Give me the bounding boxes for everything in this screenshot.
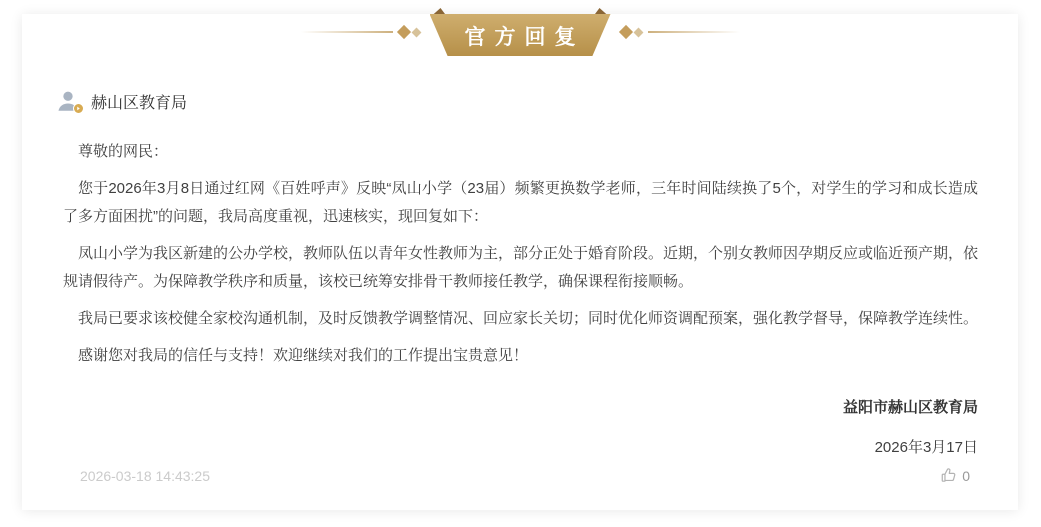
diamond-icon (618, 25, 632, 39)
reply-signature-date: 2026年3月17日 (874, 439, 978, 456)
banner-left-line (301, 31, 393, 33)
banner-ribbon (430, 8, 611, 56)
reply-signature: 益阳市赫山区教育局 (842, 399, 978, 416)
reply-paragraph: 凤山小学为我区新建的公办学校，教师队伍以青年女性教师为主，部分正处于婚育阶段。近期，个别女教师因孕期反应或临近预产期，依规请假待产。为保障教学秩序和质量，该校已统筹安排骨干教师接任教学，确保课程衔接顺畅。 (63, 245, 979, 290)
diamond-icon (633, 27, 643, 37)
author-row (55, 88, 978, 114)
official-reply-banner (22, 7, 1018, 57)
diamond-icon (411, 27, 421, 37)
reply-timestamp: 2026-03-18 14:43:25 (80, 467, 210, 484)
banner-left-decoration (301, 27, 426, 37)
like-button[interactable] (940, 467, 970, 484)
official-reply-card (22, 14, 1018, 510)
gold-badge-icon (73, 103, 84, 114)
reply-paragraph: 我局已要求该校健全家校沟通机制，及时反馈教学调整情况、回应家长关切；同时优化师资调配预案，强化教学督导，保障教学连续性。 (78, 310, 979, 327)
reply-body (22, 88, 1018, 462)
user-avatar-icon (55, 88, 81, 114)
banner-title: 官方回复 (464, 23, 585, 49)
reply-paragraphs (63, 175, 978, 370)
reply-paragraph: 您于2026年3月8日通过红网《百姓呼声》反映“凤山小学（23届）频繁更换数学老师，三年时间陆续换了5个，对学生的学习和成长造成了多方面困扰”的问题，我局高度重视，迅速核实，现回复如下： (63, 180, 978, 225)
diamond-icon (396, 25, 410, 39)
like-count: 0 (962, 467, 970, 484)
thumbs-up-icon (940, 467, 957, 484)
banner-right-line (648, 31, 740, 33)
reply-footer (80, 467, 970, 484)
reply-paragraph: 感谢您对我局的信任与支持！欢迎继续对我们的工作提出宝贵意见！ (78, 347, 529, 364)
banner-right-decoration (615, 27, 740, 37)
department-name: 赫山区教育局 (91, 94, 188, 112)
reply-greeting: 尊敬的网民： (78, 143, 169, 160)
